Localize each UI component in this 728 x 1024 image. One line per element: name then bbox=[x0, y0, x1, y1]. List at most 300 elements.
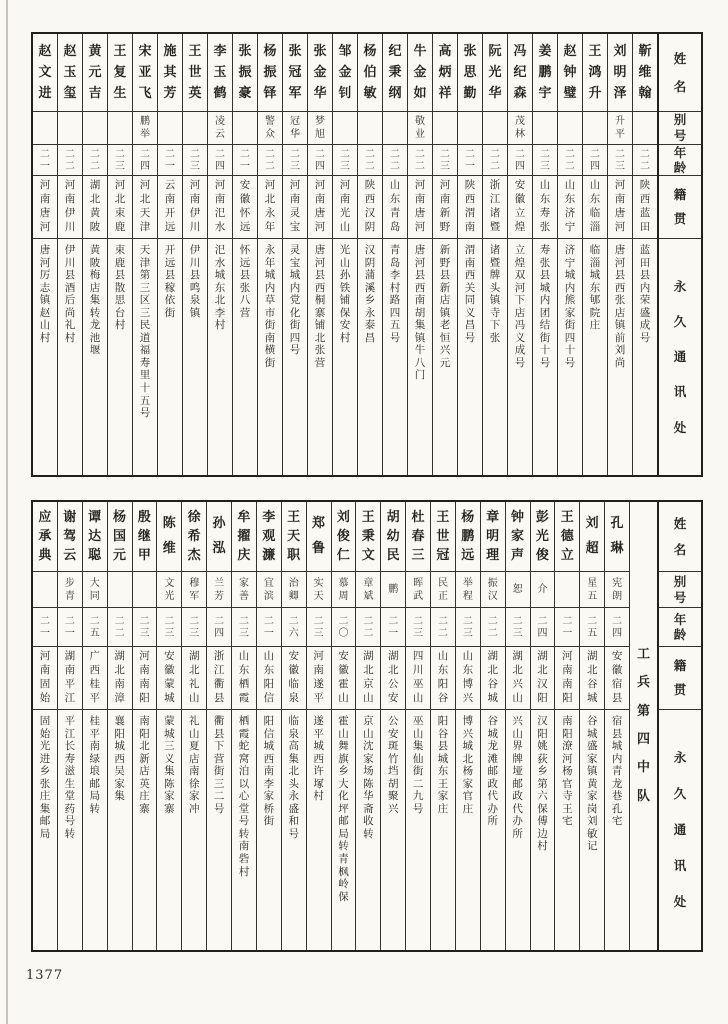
glyph: 县 bbox=[437, 740, 449, 753]
glyph: 山 bbox=[188, 692, 200, 705]
glyph: 汉 bbox=[364, 244, 376, 256]
glyph: 年 bbox=[673, 145, 687, 160]
glyph: 王 bbox=[113, 43, 127, 59]
glyph: 二 bbox=[462, 615, 473, 627]
glyph: 湖 bbox=[89, 179, 101, 192]
address-cell bbox=[108, 710, 132, 950]
glyph: 远 bbox=[239, 221, 251, 234]
native-place-cell bbox=[232, 647, 256, 710]
glyph: 集 bbox=[412, 740, 424, 753]
glyph: 野 bbox=[439, 256, 451, 269]
address-cell bbox=[406, 710, 430, 950]
roster-column bbox=[554, 502, 579, 950]
glyph: 一 bbox=[562, 627, 573, 639]
glyph: 湖 bbox=[586, 650, 598, 663]
native-place-cell bbox=[58, 647, 82, 710]
glyph: 东 bbox=[389, 193, 401, 206]
glyph: 中 bbox=[636, 760, 650, 776]
age-cell bbox=[558, 145, 582, 176]
glyph: 寿 bbox=[539, 207, 551, 220]
glyph: 河 bbox=[414, 221, 426, 234]
native-place-cell bbox=[531, 647, 555, 710]
glyph: 陂 bbox=[89, 221, 101, 234]
glyph: 村 bbox=[114, 319, 126, 332]
glyph: 岛 bbox=[389, 221, 401, 234]
native-place-cell bbox=[108, 176, 132, 239]
glyph: 平 bbox=[64, 715, 76, 727]
glyph: 二 bbox=[437, 627, 448, 639]
alias-cell bbox=[233, 112, 257, 145]
address-cell bbox=[307, 710, 331, 950]
age-cell bbox=[33, 608, 57, 647]
glyph: 十 bbox=[539, 344, 551, 357]
glyph: 始 bbox=[39, 692, 51, 705]
glyph: 河 bbox=[314, 179, 326, 192]
address-cell bbox=[332, 710, 356, 950]
glyph: 店 bbox=[139, 765, 150, 778]
glyph: 县 bbox=[439, 269, 451, 282]
glyph: 边 bbox=[537, 827, 548, 840]
glyph: 局 bbox=[338, 827, 349, 840]
glyph: 龙 bbox=[89, 319, 101, 332]
roster-column bbox=[332, 34, 357, 475]
alias-cell bbox=[133, 112, 157, 145]
roster-column bbox=[407, 34, 432, 475]
glyph: 庄 bbox=[437, 802, 449, 815]
glyph: 甲 bbox=[137, 547, 151, 563]
roster-column bbox=[132, 502, 157, 950]
address-cell bbox=[83, 710, 107, 950]
glyph: 纪 bbox=[513, 64, 527, 80]
glyph: 南 bbox=[139, 715, 150, 727]
glyph: 荻 bbox=[537, 752, 548, 765]
glyph: 程 bbox=[462, 590, 473, 602]
glyph: 博 bbox=[462, 678, 474, 691]
glyph: 东 bbox=[214, 281, 226, 294]
native-place-cell bbox=[257, 647, 281, 710]
glyph: 二 bbox=[515, 148, 525, 160]
glyph: 二 bbox=[490, 148, 500, 160]
glyph: 俊 bbox=[336, 528, 350, 544]
alias-cell bbox=[282, 572, 306, 608]
roster-column bbox=[82, 502, 107, 950]
glyph: 岭 bbox=[338, 878, 349, 891]
address-cell bbox=[605, 710, 629, 950]
glyph: 寿 bbox=[139, 356, 151, 369]
glyph: 泽 bbox=[613, 85, 627, 101]
address-cell bbox=[232, 710, 256, 950]
glyph: 唐 bbox=[314, 207, 326, 220]
header-age bbox=[659, 145, 701, 176]
age-cell bbox=[406, 608, 430, 647]
glyph: 岗 bbox=[586, 802, 598, 815]
address-cell bbox=[508, 239, 532, 475]
glyph: 横 bbox=[264, 344, 276, 357]
glyph: 平 bbox=[615, 129, 625, 140]
alias-cell bbox=[508, 112, 532, 145]
glyph: 四 bbox=[215, 160, 225, 172]
glyph: 五 bbox=[389, 319, 401, 332]
native-place-cell bbox=[608, 176, 632, 239]
roster-column bbox=[256, 502, 281, 950]
alias-cell bbox=[33, 112, 57, 145]
glyph: 一 bbox=[165, 160, 175, 172]
glyph: 平 bbox=[89, 727, 100, 740]
glyph: 鹏 bbox=[538, 64, 552, 80]
age-cell bbox=[431, 608, 455, 647]
address-cell bbox=[558, 239, 582, 475]
roster-column bbox=[380, 502, 405, 950]
name-cell bbox=[381, 502, 405, 572]
alias-cell bbox=[408, 112, 432, 145]
glyph: 金 bbox=[413, 64, 427, 80]
roster-column bbox=[507, 34, 532, 475]
glyph: 芳 bbox=[214, 590, 225, 602]
glyph: 姓 bbox=[673, 516, 687, 532]
glyph: 关 bbox=[464, 281, 476, 294]
glyph: 元 bbox=[88, 64, 102, 80]
glyph: 城 bbox=[263, 740, 275, 753]
native-place-cell bbox=[558, 176, 582, 239]
address-cell bbox=[456, 710, 480, 950]
glyph: 城 bbox=[564, 269, 576, 282]
glyph: 张 bbox=[539, 221, 551, 234]
glyph: 煌 bbox=[514, 221, 526, 234]
alias-cell bbox=[381, 572, 405, 608]
glyph: 城 bbox=[586, 692, 598, 705]
glyph: 怀 bbox=[239, 244, 251, 256]
glyph: 南 bbox=[339, 193, 351, 206]
glyph: 村 bbox=[339, 331, 351, 344]
glyph: 二 bbox=[265, 160, 275, 172]
roster-column bbox=[306, 502, 331, 950]
glyph: 南 bbox=[562, 678, 573, 691]
glyph: 县 bbox=[114, 269, 126, 282]
glyph: 桂 bbox=[89, 678, 100, 691]
glyph: 店 bbox=[614, 306, 626, 319]
glyph: 县 bbox=[611, 692, 623, 705]
glyph: 元 bbox=[113, 547, 127, 563]
glyph: 蓝 bbox=[639, 244, 651, 256]
glyph: 四 bbox=[636, 732, 650, 747]
address-cell bbox=[208, 239, 232, 475]
glyph: 湖 bbox=[537, 650, 548, 663]
glyph: 籍 bbox=[673, 658, 687, 674]
glyph: 西 bbox=[114, 752, 125, 765]
name-cell bbox=[508, 34, 532, 112]
glyph: 华 bbox=[290, 129, 300, 140]
glyph: 坪 bbox=[338, 802, 349, 815]
glyph: 大 bbox=[89, 577, 100, 589]
glyph: 江 bbox=[64, 727, 76, 740]
glyph: 河 bbox=[614, 256, 626, 269]
glyph: 森 bbox=[513, 85, 527, 101]
glyph: 寨 bbox=[314, 306, 326, 319]
glyph: 转 bbox=[238, 827, 250, 840]
glyph: 谷 bbox=[487, 678, 498, 691]
glyph: 蒙 bbox=[164, 678, 175, 691]
glyph: 县 bbox=[414, 269, 426, 282]
glyph: 阳 bbox=[437, 715, 449, 727]
glyph: 号 bbox=[673, 128, 687, 143]
glyph: 官 bbox=[562, 777, 573, 790]
glyph: 三 bbox=[313, 627, 324, 639]
age-cell bbox=[207, 608, 231, 647]
glyph: 三 bbox=[189, 627, 200, 639]
glyph: 光 bbox=[535, 528, 549, 544]
glyph: 复 bbox=[113, 64, 127, 80]
glyph: 南 bbox=[238, 840, 250, 853]
glyph: 牌 bbox=[512, 752, 523, 765]
alias-cell bbox=[531, 572, 555, 608]
glyph: 泉 bbox=[288, 692, 299, 705]
glyph: 田 bbox=[639, 221, 651, 234]
glyph: 三 bbox=[440, 160, 450, 172]
glyph: 前 bbox=[614, 331, 626, 344]
glyph: 一 bbox=[388, 627, 399, 639]
glyph: 区 bbox=[139, 294, 151, 307]
glyph: 芳 bbox=[163, 85, 177, 101]
glyph: 新 bbox=[439, 281, 451, 294]
age-cell bbox=[83, 145, 107, 176]
glyph: 三 bbox=[139, 627, 150, 639]
glyph: 通 bbox=[673, 822, 687, 838]
glyph: 以 bbox=[238, 777, 250, 790]
address-cell bbox=[483, 239, 507, 475]
glyph: 龙 bbox=[611, 777, 623, 790]
glyph: 山 bbox=[589, 179, 601, 192]
glyph: 青 bbox=[64, 590, 75, 602]
glyph: 山 bbox=[339, 256, 351, 269]
glyph: 钊 bbox=[338, 85, 352, 101]
age-cell bbox=[508, 145, 532, 176]
glyph: 街 bbox=[164, 306, 176, 319]
glyph: 张 bbox=[463, 43, 477, 59]
glyph: 王 bbox=[361, 509, 375, 525]
roster-column bbox=[480, 502, 505, 950]
glyph: 阴 bbox=[364, 221, 376, 234]
address-cell bbox=[433, 239, 457, 475]
glyph: 武 bbox=[413, 590, 424, 602]
glyph: 北 bbox=[314, 331, 326, 344]
glyph: 街 bbox=[213, 765, 225, 778]
glyph: 池 bbox=[89, 331, 101, 344]
glyph: 下 bbox=[514, 294, 526, 307]
glyph: 博 bbox=[462, 715, 474, 727]
glyph: 东 bbox=[589, 281, 601, 294]
glyph: 竹 bbox=[387, 752, 399, 765]
glyph: 胡 bbox=[386, 509, 400, 525]
glyph: 襄 bbox=[114, 715, 125, 727]
age-cell bbox=[583, 145, 607, 176]
glyph: 三 bbox=[462, 627, 473, 639]
glyph: 宝 bbox=[289, 221, 301, 234]
glyph: 伊 bbox=[64, 244, 76, 256]
native-place-cell bbox=[431, 647, 455, 710]
alias-cell bbox=[483, 112, 507, 145]
glyph: 继 bbox=[137, 528, 151, 544]
glyph: 二 bbox=[240, 148, 250, 160]
glyph: 三 bbox=[615, 160, 625, 172]
roster-column bbox=[432, 34, 457, 475]
glyph: 通 bbox=[673, 349, 687, 365]
glyph: 汉 bbox=[537, 715, 548, 727]
glyph: 老 bbox=[439, 319, 451, 332]
name-cell bbox=[258, 34, 282, 112]
glyph: 河 bbox=[562, 752, 573, 765]
glyph: 三 bbox=[340, 160, 350, 172]
glyph: 立 bbox=[560, 547, 574, 563]
glyph: 郑 bbox=[312, 515, 326, 531]
native-place-cell bbox=[433, 176, 457, 239]
glyph: 号 bbox=[213, 802, 225, 815]
glyph: 遂 bbox=[313, 678, 324, 691]
glyph: 大 bbox=[338, 777, 349, 790]
glyph: 慕 bbox=[338, 577, 349, 589]
glyph: 平 bbox=[313, 727, 324, 740]
glyph: 周 bbox=[338, 590, 349, 602]
glyph: 礼 bbox=[188, 715, 200, 727]
glyph: 山 bbox=[338, 692, 349, 705]
glyph: 四 bbox=[289, 331, 301, 344]
address-cell bbox=[58, 239, 82, 475]
glyph: 束 bbox=[114, 207, 126, 220]
glyph: 遂 bbox=[313, 715, 324, 727]
glyph: 金 bbox=[313, 64, 327, 80]
glyph: 赵 bbox=[63, 43, 77, 59]
glyph: 营 bbox=[239, 306, 251, 319]
glyph: 霍 bbox=[338, 715, 349, 727]
glyph: 汜 bbox=[214, 244, 226, 256]
glyph: 河 bbox=[139, 179, 151, 192]
name-cell bbox=[133, 34, 157, 112]
glyph: 镇 bbox=[614, 319, 626, 332]
glyph: 振 bbox=[238, 64, 252, 80]
glyph: 礼 bbox=[188, 678, 200, 691]
glyph: 县 bbox=[239, 269, 251, 282]
glyph: 家 bbox=[238, 577, 249, 589]
address-cell bbox=[258, 239, 282, 475]
alias-cell bbox=[356, 572, 380, 608]
glyph: 山 bbox=[512, 727, 523, 740]
age-cell bbox=[483, 145, 507, 176]
glyph: 霍 bbox=[338, 678, 349, 691]
glyph: 靳 bbox=[638, 43, 652, 59]
glyph: 办 bbox=[487, 802, 498, 815]
glyph: 局 bbox=[39, 827, 51, 840]
age-cell bbox=[481, 608, 505, 647]
glyph: 湖 bbox=[387, 650, 399, 663]
glyph: 南 bbox=[64, 193, 76, 206]
glyph: 村 bbox=[214, 319, 226, 332]
glyph: 南 bbox=[414, 294, 426, 307]
glyph: 秉 bbox=[388, 64, 402, 80]
native-place-cell bbox=[307, 647, 331, 710]
glyph: 二 bbox=[90, 160, 100, 172]
glyph: 希 bbox=[187, 528, 201, 544]
address-cell bbox=[533, 239, 557, 475]
age-cell bbox=[555, 608, 579, 647]
glyph: 宿 bbox=[611, 715, 623, 727]
name-cell bbox=[531, 502, 555, 572]
age-cell bbox=[381, 608, 405, 647]
glyph: 川 bbox=[64, 256, 76, 269]
address-cell bbox=[33, 710, 57, 950]
glyph: 桂 bbox=[89, 715, 100, 727]
native-place-cell bbox=[207, 647, 231, 710]
glyph: 号 bbox=[289, 344, 301, 357]
alias-cell bbox=[108, 572, 132, 608]
glyph: 二 bbox=[214, 615, 225, 627]
alias-cell bbox=[283, 112, 307, 145]
glyph: 安 bbox=[338, 650, 349, 663]
alias-cell bbox=[183, 112, 207, 145]
glyph: 伊 bbox=[64, 207, 76, 220]
glyph: 北 bbox=[214, 294, 226, 307]
glyph: 溪 bbox=[364, 281, 376, 294]
glyph: 维 bbox=[162, 541, 176, 557]
glyph: 陕 bbox=[464, 179, 476, 192]
glyph: 铺 bbox=[339, 294, 351, 307]
glyph: 家 bbox=[462, 777, 474, 790]
glyph: 家 bbox=[263, 790, 275, 803]
address-cell bbox=[133, 710, 157, 950]
glyph: 村 bbox=[64, 331, 76, 344]
glyph: 立 bbox=[514, 207, 526, 220]
roster-column bbox=[207, 34, 232, 475]
glyph: 实 bbox=[313, 577, 324, 589]
glyph: 北 bbox=[387, 664, 399, 677]
glyph: 兵 bbox=[636, 675, 650, 691]
glyph: 西 bbox=[89, 664, 100, 677]
native-place-cell bbox=[83, 176, 107, 239]
glyph: 汉 bbox=[364, 207, 376, 220]
address-cell bbox=[408, 239, 432, 475]
roster-column bbox=[282, 34, 307, 475]
glyph: 栖 bbox=[238, 715, 250, 727]
glyph: 二 bbox=[487, 627, 498, 639]
glyph: 二 bbox=[565, 148, 575, 160]
glyph: 冯 bbox=[513, 43, 527, 59]
glyph: 安 bbox=[239, 179, 251, 192]
glyph: 化 bbox=[338, 790, 349, 803]
glyph: 六 bbox=[288, 627, 299, 639]
address-cell bbox=[358, 239, 382, 475]
roster-table-bottom bbox=[31, 500, 703, 952]
glyph: 邮 bbox=[512, 777, 523, 790]
native-place-cell bbox=[182, 647, 206, 710]
glyph: 春 bbox=[411, 528, 425, 544]
name-cell bbox=[33, 502, 57, 572]
glyph: 泰 bbox=[364, 319, 376, 332]
glyph: 陈 bbox=[164, 777, 175, 790]
glyph: 超 bbox=[585, 541, 599, 557]
glyph: 邮 bbox=[89, 777, 100, 790]
glyph: 三 bbox=[411, 547, 425, 563]
glyph: 孔 bbox=[610, 515, 624, 531]
roster-column bbox=[505, 502, 530, 950]
roster-column bbox=[607, 34, 632, 475]
glyph: 北 bbox=[264, 193, 276, 206]
glyph: 唐 bbox=[414, 207, 426, 220]
glyph: 青 bbox=[389, 207, 401, 220]
glyph: 永 bbox=[264, 244, 276, 256]
roster-column bbox=[604, 502, 629, 950]
glyph: 山 bbox=[539, 179, 551, 192]
roster-column bbox=[132, 34, 157, 475]
glyph: 办 bbox=[512, 815, 523, 828]
glyph: 京 bbox=[363, 715, 374, 727]
